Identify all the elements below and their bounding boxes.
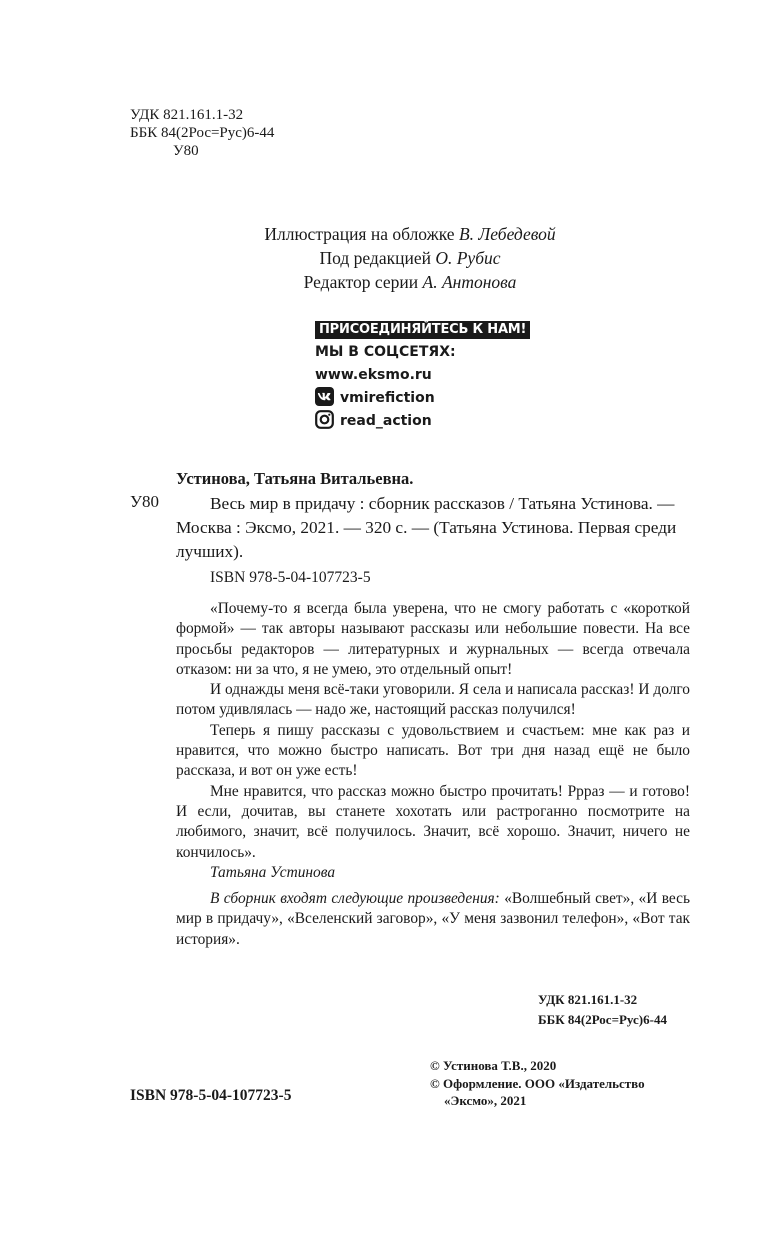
annotation-paragraph-2: И однажды меня всё-таки уговорили. Я села и написала рассказ! И долго потом удивлялась — надо же, настоящий рассказ получился! xyxy=(176,681,690,719)
classification-block xyxy=(130,106,274,160)
social-block xyxy=(315,318,530,433)
annotation-paragraph-4: Мне нравится, что рассказ можно быстро прочитать! Ррраз — и готово! И если, дочитав, вы станете хохотать или растроганно посмотрите на любимого, значит, всё получилось. Значит, всё хорошо. Значит, ничего не кончилось». xyxy=(176,782,690,861)
udk-code: УДК 821.161.1-32 xyxy=(130,107,244,123)
socials-label: МЫ В СОЦСЕТЯХ: xyxy=(315,344,456,360)
record-shelf-mark: У80 xyxy=(130,492,160,511)
vk-row[interactable] xyxy=(315,387,530,410)
footer-bbk: ББК 84(2Рос=Рус)6-44 xyxy=(538,1012,667,1027)
series-editor-name: А. Антонова xyxy=(422,272,517,292)
copyright-block xyxy=(430,1057,645,1110)
contents-list: «Волшебный свет», «И весь мир в придачу», «Вселенский заговор», «У меня зазвонил телефон», «Вот так история». xyxy=(176,890,690,948)
website-link[interactable]: www.eksmo.ru xyxy=(315,367,432,383)
editor-name: О. Рубис xyxy=(435,248,501,268)
instagram-icon xyxy=(315,410,334,429)
copyright-author: © Устинова Т.В., 2020 xyxy=(430,1058,557,1073)
join-row xyxy=(315,318,530,341)
join-banner: ПРИСОЕДИНЯЙТЕСЬ К НАМ! xyxy=(315,321,530,339)
contents-label: В сборник входят следующие произведения: xyxy=(210,890,500,908)
instagram-handle: read_action xyxy=(340,413,432,429)
illustrator-name: В. Лебедевой xyxy=(458,224,556,244)
editing-prefix: Под редакцией xyxy=(319,248,431,268)
vk-handle: vmirefiction xyxy=(340,390,435,406)
contents-paragraph xyxy=(176,889,690,950)
record-author: Устинова, Татьяна Витальевна. xyxy=(176,469,414,488)
series-editor-credit xyxy=(0,270,768,294)
annotation-paragraph-3: Теперь я пишу рассказы с удовольствием и счастьем: мне как раз и нравится, что можно быстро написать. Вот три дня назад ещё не было рассказа, и вот он уже есть! xyxy=(176,721,690,780)
footer-udk: УДК 821.161.1-32 xyxy=(538,992,638,1007)
annotation xyxy=(176,599,690,950)
author-mark: У80 xyxy=(173,143,199,159)
editor-credit xyxy=(0,246,768,270)
bbk-code: ББК 84(2Рос=Рус)6-44 xyxy=(130,125,275,141)
description-text: Весь мир в придачу : сборник рассказов / Татьяна Устинова. — Москва : Эксмо, 2021. — 320 с. — (Татьяна Устинова. Первая среди лучших). xyxy=(176,494,677,561)
credits-block xyxy=(0,222,768,294)
vk-icon xyxy=(315,387,334,406)
illustration-prefix: Иллюстрация на обложке xyxy=(264,224,455,244)
footer-isbn: ISBN 978-5-04-107723-5 xyxy=(130,1087,292,1104)
illustration-credit xyxy=(0,222,768,246)
annotation-paragraph-1: «Почему-то я всегда была уверена, что не смогу работать с «короткой формой» — так авторы называют рассказы или небольшие повести. На все просьбы редакторов — литературных и журнальных — всегда отвечала отказом: ни за что, я не умею, это отдельный опыт! xyxy=(176,600,690,678)
instagram-row[interactable] xyxy=(315,410,530,433)
annotation-signature: Татьяна Устинова xyxy=(210,863,336,881)
copyright-design-line2: «Эксмо», 2021 xyxy=(444,1093,527,1108)
record-description xyxy=(176,492,690,564)
footer-classification xyxy=(538,990,667,1030)
record-isbn: ISBN 978-5-04-107723-5 xyxy=(210,569,371,586)
series-editor-prefix: Редактор серии xyxy=(303,272,419,292)
copyright-design-line1: © Оформление. ООО «Издательство xyxy=(430,1075,645,1091)
